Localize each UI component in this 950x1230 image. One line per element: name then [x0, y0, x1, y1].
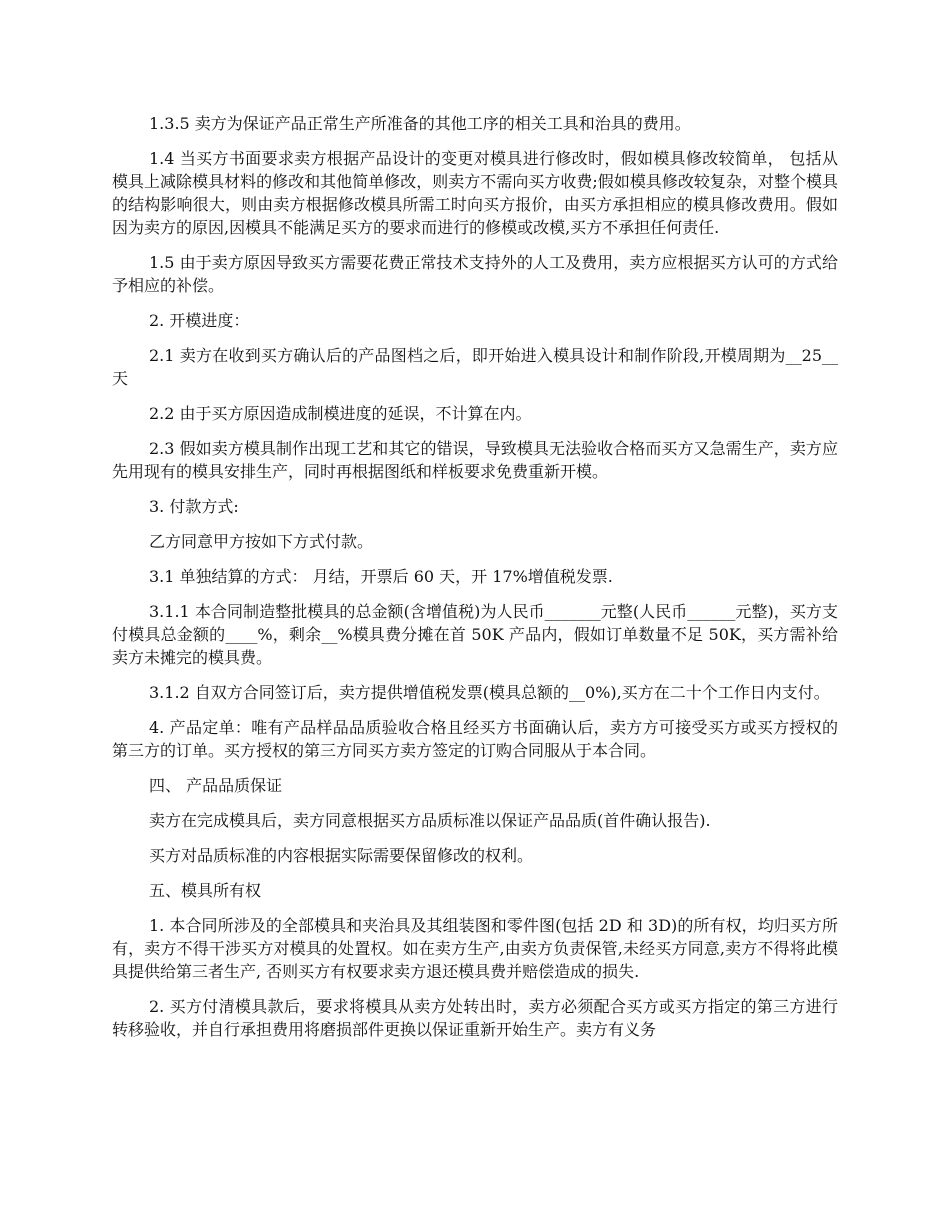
paragraph-ownership-1: 1. 本合同所涉及的全部模具和夹治具及其组装图和零件图(包括 2D 和 3D)的所有权，均归买方所有，卖方不得干涉买方对模具的处置权。如在卖方生产,由卖方负责保管,未经买方同意,卖方不得将此模具提供给第三者生产, 否则买方有权要求卖方退还模具费并赔偿造成的损失.: [112, 916, 838, 981]
paragraph-1-3-5: 1.3.5 卖方为保证产品正常生产所准备的其他工序的相关工具和治具的费用。: [149, 114, 691, 133]
paragraph-3-1-1: 3.1.1 本合同制造整批模具的总金额(含增值税)为人民币_______元整(人民币______元整)，买方支付模具总金额的____%，剩余__%模具费分摊在首 50K 产品内，假如订单数量不足 50K，买方需补给卖方未摊完的模具费。: [112, 602, 838, 667]
heading-payment-method: 3. 付款方式:: [149, 497, 239, 516]
paragraph-2-2: 2.2 由于买方原因造成制模进度的延误，不计算在内。: [149, 404, 532, 423]
paragraph-4-product-order: 4. 产品定单：唯有产品样品品质验收合格且经买方书面确认后，卖方方可接受买方或买方授权的第三方的订单。买方授权的第三方同买方卖方签定的订购合同服从于本合同。: [112, 718, 838, 760]
document-page: [112, 112, 838, 1053]
paragraph-1-4: 1.4 当买方书面要求卖方根据产品设计的变更对模具进行修改时，假如模具修改较简单， 包括从模具上减除模具材料的修改和其他简单修改，则卖方不需向买方收费;假如模具修改较复杂，对整个模具的结构影响很大，则由卖方根据修改模具所需工时向买方报价，由买方承担相应的模具修改费用。假如因为卖方的原因,因模具不能满足买方的要求而进行的修模或改模,买方不承担任何责任.: [112, 149, 838, 237]
paragraph-quality-1: 卖方在完成模具后，卖方同意根据买方品质标准以保证产品品质(首件确认报告).: [149, 811, 711, 830]
paragraph-payment-intro: 乙方同意甲方按如下方式付款。: [149, 532, 374, 551]
paragraph-3-1: 3.1 单独结算的方式： 月结，开票后 60 天，开 17%增值税发票.: [149, 567, 613, 586]
heading-mold-ownership: 五、模具所有权: [149, 881, 262, 900]
paragraph-ownership-2: 2. 买方付清模具款后，要求将模具从卖方处转出时，卖方必须配合买方或买方指定的第三方进行转移验收，并自行承担费用将磨损部件更换以保证重新开始生产。卖方有义务: [112, 997, 838, 1039]
paragraph-3-1-2: 3.1.2 自双方合同签订后，卖方提供增值税发票(模具总额的__0%),买方在二十个工作日内支付。: [149, 683, 830, 702]
paragraph-2-1: 2.1 卖方在收到买方确认后的产品图档之后，即开始进入模具设计和制作阶段,开模周期为__25__天: [112, 346, 838, 388]
paragraph-1-5: 1.5 由于卖方原因导致买方需要花费正常技术支持外的人工及费用，卖方应根据买方认可的方式给予相应的补偿。: [112, 253, 838, 295]
paragraph-quality-2: 买方对品质标准的内容根据实际需要保留修改的权利。: [149, 846, 534, 865]
heading-quality-assurance: 四、 产品品质保证: [149, 776, 283, 795]
paragraph-2-3: 2.3 假如卖方模具制作出现工艺和其它的错误，导致模具无法验收合格而买方又急需生产，卖方应先用现有的模具安排生产，同时再根据图纸和样板要求免费重新开模。: [112, 439, 838, 481]
heading-mold-schedule: 2. 开模进度：: [149, 311, 250, 330]
